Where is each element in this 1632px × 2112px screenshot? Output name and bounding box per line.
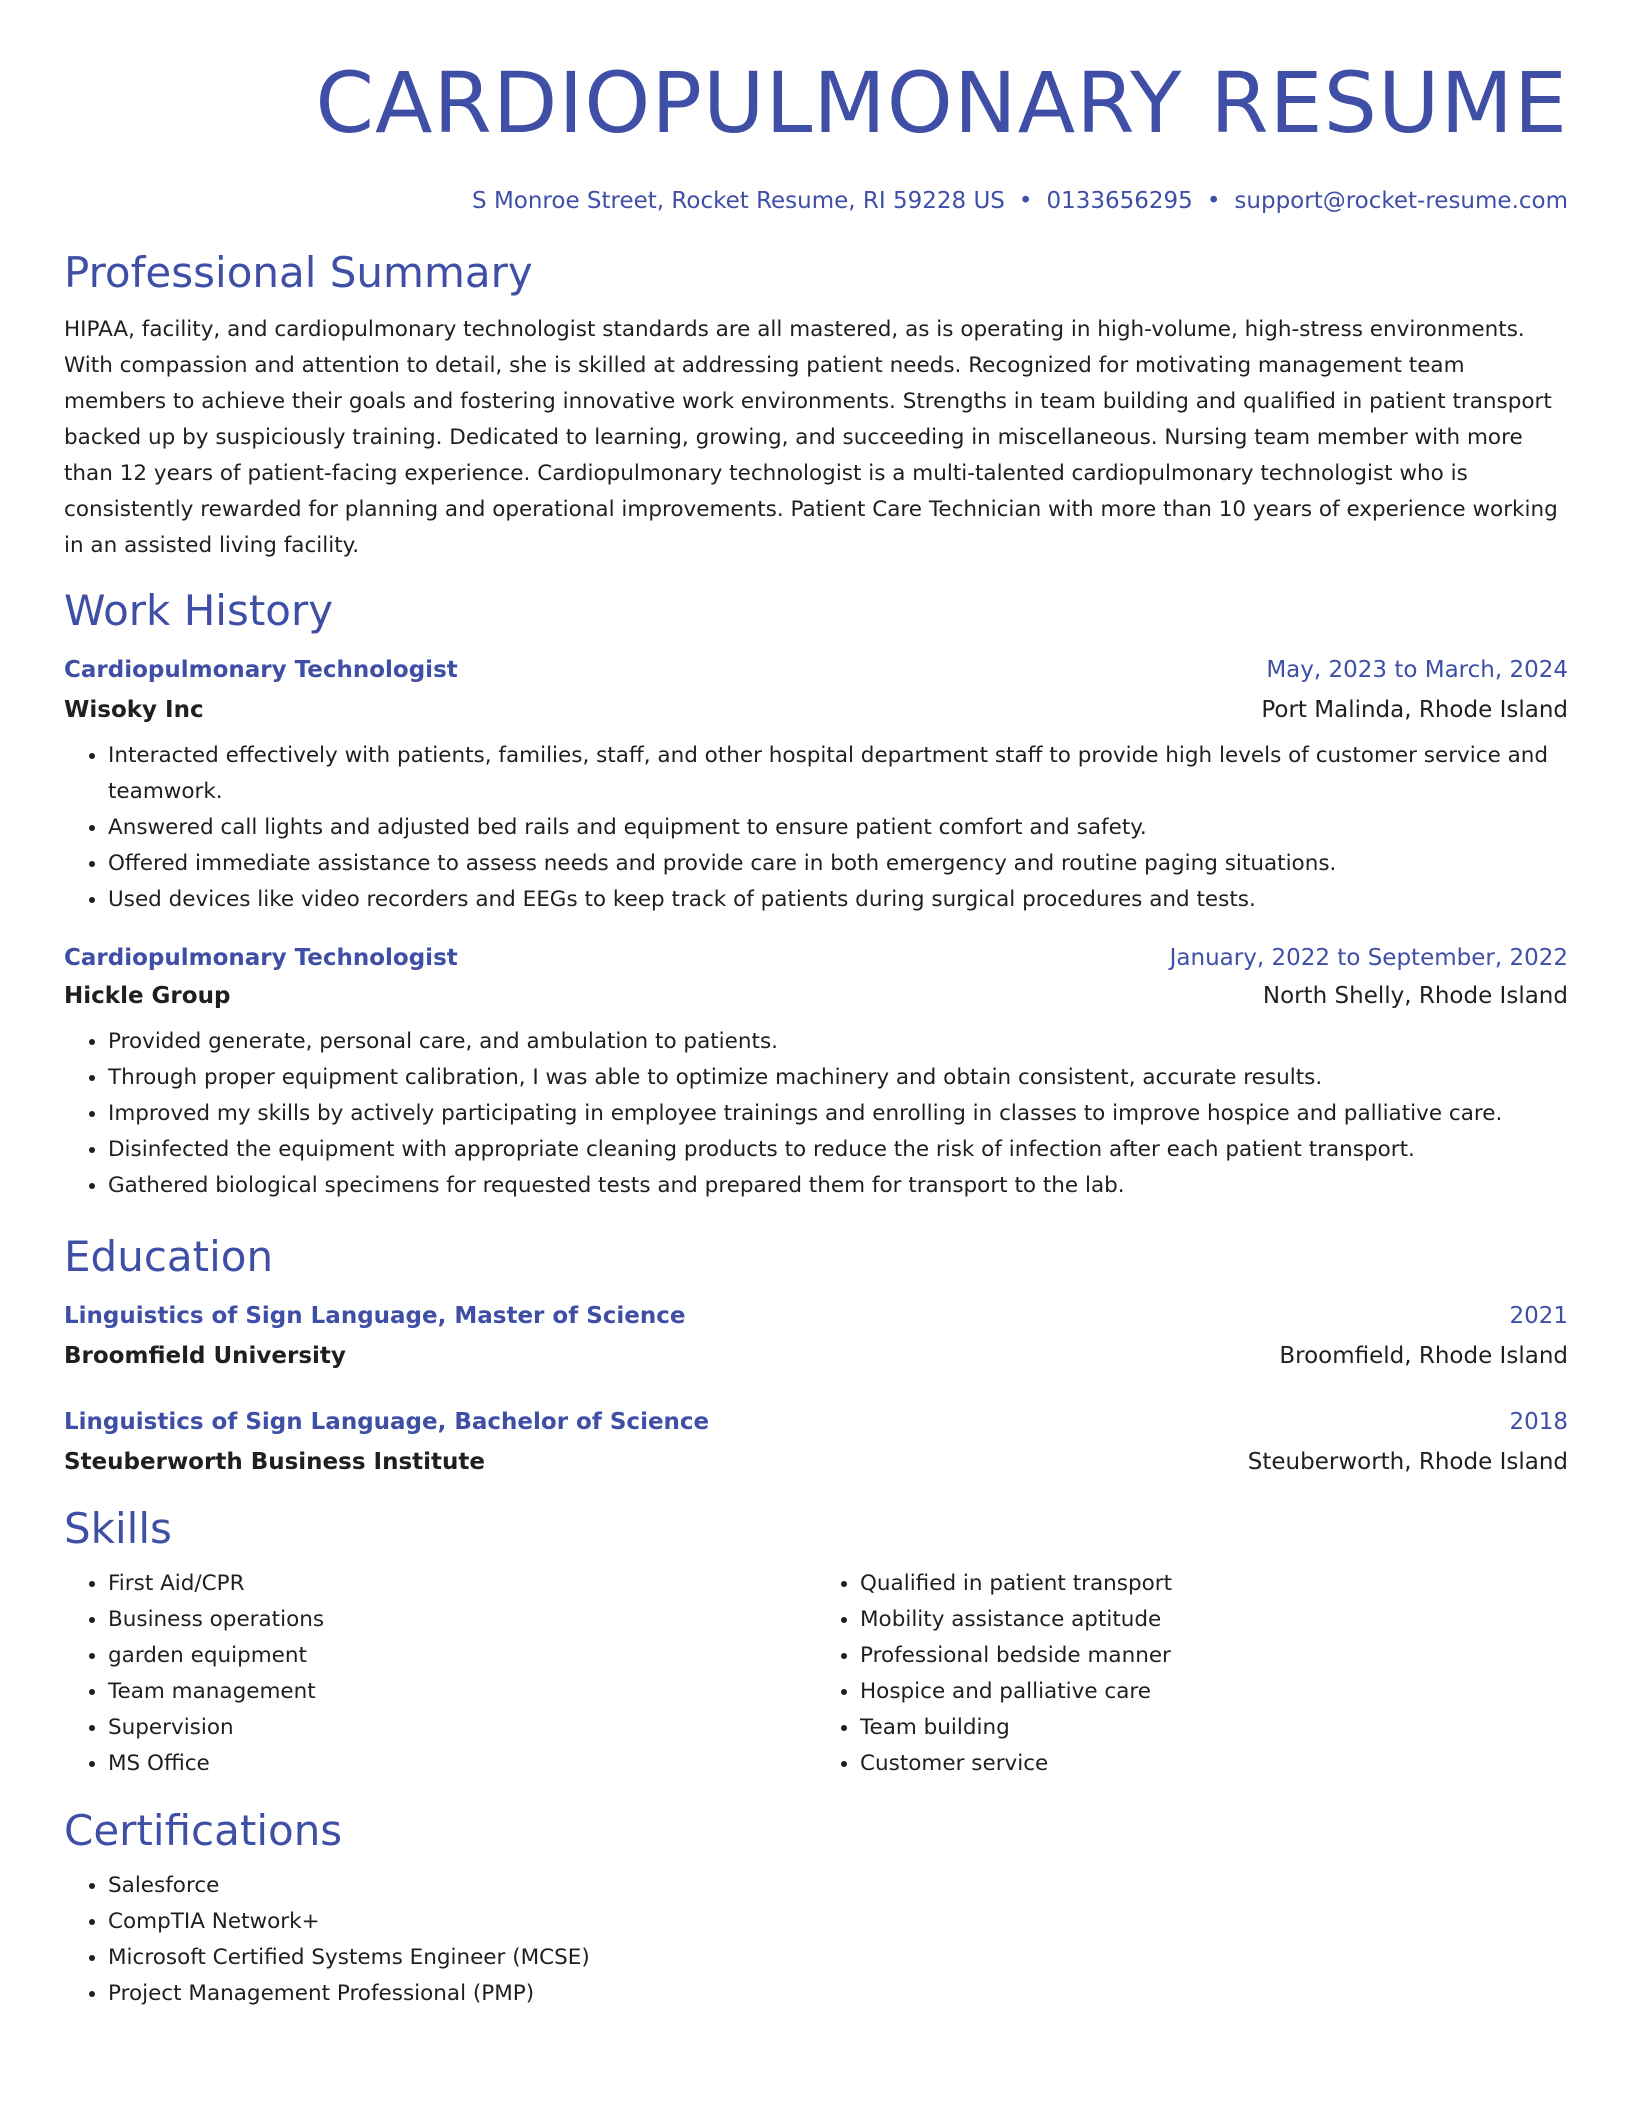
job-location: Port Malinda, Rhode Island [1261,697,1568,723]
skills-grid [64,1566,1568,1782]
list-item: • Qualified in patient transport [860,1566,1568,1602]
list-item: • Used devices like video recorders and EEGs to keep track of patients during surgical procedures and tests. [108,882,1568,918]
education-location: Broomfield, Rhode Island [1279,1343,1568,1369]
job-company-row [64,692,1568,728]
education-year: 2018 [1509,1409,1568,1435]
job-bullets [64,738,1568,918]
list-item: • Team management [108,1674,816,1710]
work-heading: Work History [64,586,334,635]
list-item: • Project Management Professional (PMP) [108,1976,1568,2012]
contact-separator: • [1018,188,1033,214]
list-item: • Gathered biological specimens for requested tests and prepared them for transport to the lab. [108,1168,1568,1204]
list-item: • Mobility assistance aptitude [860,1602,1568,1638]
job-entry [64,652,1568,918]
list-item: • Answered call lights and adjusted bed rails and equipment to ensure patient comfort and safety. [108,810,1568,846]
summary-text: HIPAA, facility, and cardiopulmonary technologist standards are all mastered, as is operating in high-volume, high-stress environments. With compassion and attention to detail, she is skilled at addressing patient needs. Recognized for motivating management team members to achieve their goals and fostering innovative work environments. Strengths in team building and qualified in patient transport backed up by suspiciously training. Dedicated to learning, growing, and succeeding in miscellaneous. Nursing team member with more than 12 years of patient-facing experience. Cardiopulmonary technologist is a multi-talented cardiopulmonary technologist who is consistently rewarded for planning and operational improvements. Patient Care Technician with more than 10 years of experience working in an assisted living facility. [64,317,1558,558]
list-item: • Microsoft Certified Systems Engineer (MCSE) [108,1940,1568,1976]
resume-title: CARDIOPULMONARY RESUME [315,54,1568,152]
list-item: • Supervision [108,1710,816,1746]
education-entry [64,1404,1568,1480]
skills-heading: Skills [64,1504,172,1553]
education-section [64,1230,1568,1480]
job-location: North Shelly, Rhode Island [1262,983,1568,1009]
education-degree-row [64,1298,1568,1334]
education-school: Steuberworth Business Institute [64,1449,486,1475]
list-item: • Through proper equipment calibration, I was able to optimize machinery and obtain consistent, accurate results. [108,1060,1568,1096]
education-heading: Education [64,1232,274,1281]
job-bullets [64,1024,1568,1204]
summary-heading: Professional Summary [64,248,533,297]
list-item: • Professional bedside manner [860,1638,1568,1674]
list-item: • Provided generate, personal care, and ambulation to patients. [108,1024,1568,1060]
list-item: • Offered immediate assistance to assess needs and provide care in both emergency and routine paging situations. [108,846,1568,882]
job-title-row [64,940,1568,976]
skills-list-left [64,1566,816,1782]
job-company: Wisoky Inc [64,697,204,723]
contact-email: support@rocket-resume.com [1234,188,1568,214]
education-degree-row [64,1404,1568,1440]
summary-section [64,246,1568,564]
education-entry [64,1298,1568,1374]
contact-phone: 0133656295 [1046,188,1193,214]
list-item: • Improved my skills by actively participating in employee trainings and enrolling in classes to improve hospice and palliative care. [108,1096,1568,1132]
list-item: • Business operations [108,1602,816,1638]
resume-header [64,0,1568,216]
job-title-row [64,652,1568,688]
education-degree: Linguistics of Sign Language, Bachelor of Science [64,1409,710,1435]
job-entry [64,940,1568,1204]
job-company: Hickle Group [64,983,231,1009]
list-item: • garden equipment [108,1638,816,1674]
job-company-row [64,978,1568,1014]
list-item: • Interacted effectively with patients, families, staff, and other hospital department staff to provide high levels of customer service and teamwork. [108,738,1568,810]
list-item: • Customer service [860,1746,1568,1782]
skills-section [64,1502,1568,1782]
education-school-row [64,1338,1568,1374]
certifications-list [64,1868,1568,2012]
job-dates: January, 2022 to September, 2022 [1169,945,1568,971]
list-item: • First Aid/CPR [108,1566,816,1602]
contact-separator: • [1206,188,1221,214]
job-role: Cardiopulmonary Technologist [64,657,458,683]
job-role: Cardiopulmonary Technologist [64,945,458,971]
certifications-heading: Certifications [64,1806,343,1855]
list-item: • MS Office [108,1746,816,1782]
contact-address: S Monroe Street, Rocket Resume, RI 59228 US [472,188,1005,214]
education-degree: Linguistics of Sign Language, Master of Science [64,1303,686,1329]
education-location: Steuberworth, Rhode Island [1247,1449,1568,1475]
education-school: Broomfield University [64,1343,346,1369]
education-year: 2021 [1509,1303,1568,1329]
education-school-row [64,1444,1568,1480]
skills-list-right [816,1566,1568,1782]
contact-line [64,186,1568,216]
job-dates: May, 2023 to March, 2024 [1266,657,1568,683]
list-item: • Hospice and palliative care [860,1674,1568,1710]
work-section [64,584,1568,1204]
list-item: • CompTIA Network+ [108,1904,1568,1940]
certifications-section [64,1804,1568,2012]
list-item: • Salesforce [108,1868,1568,1904]
list-item: • Disinfected the equipment with appropriate cleaning products to reduce the risk of infection after each patient transport. [108,1132,1568,1168]
list-item: • Team building [860,1710,1568,1746]
